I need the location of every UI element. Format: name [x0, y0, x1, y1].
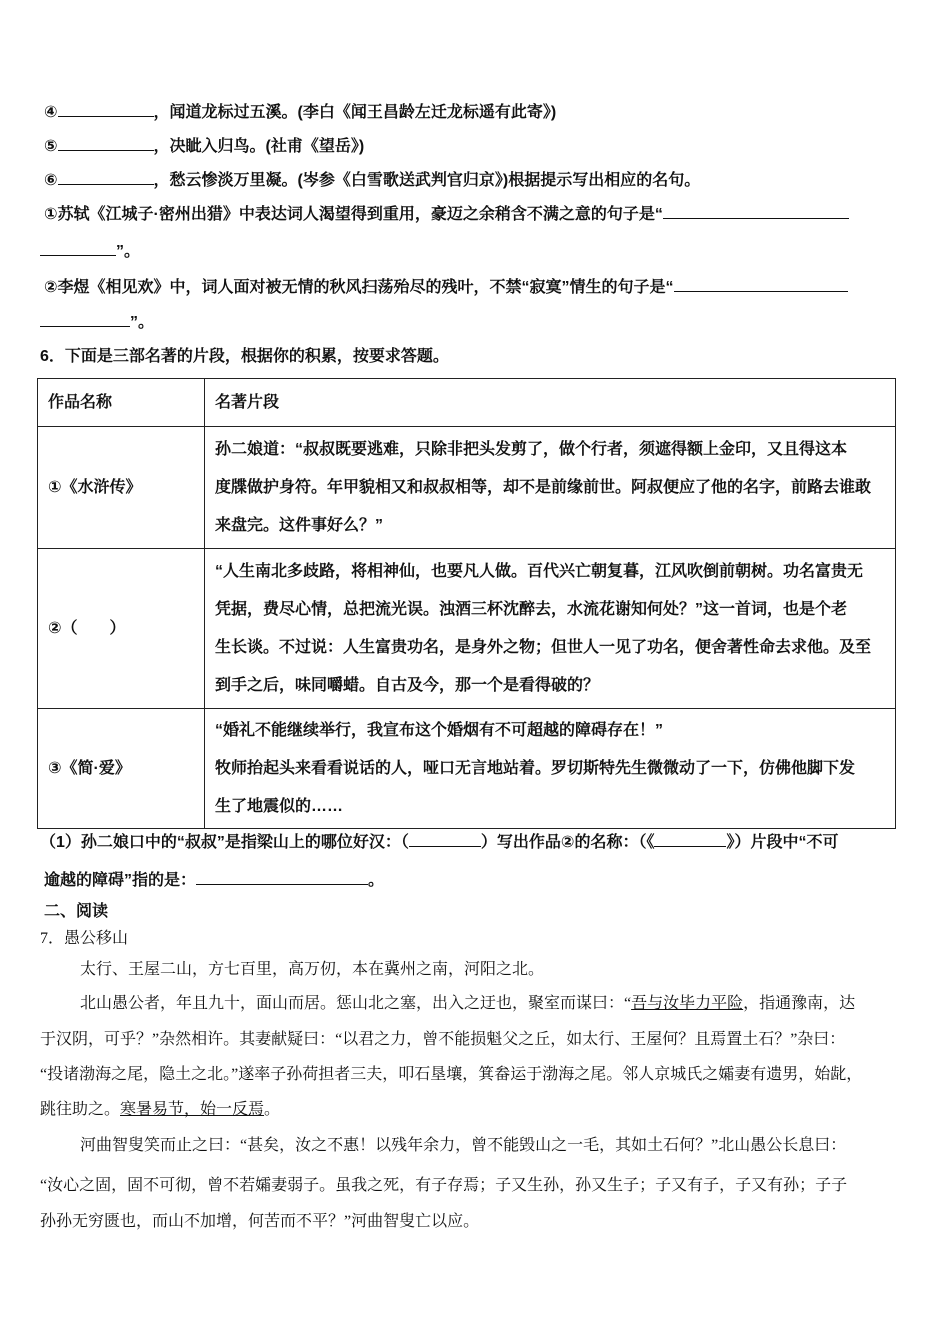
q5-text: ，决眦入归鸟。(社甫《望岳》) — [153, 138, 365, 155]
work-name: ①《水浒传》 — [38, 427, 205, 549]
passage-line: “汝心之固，固不可彻，曾不若孀妻弱子。虽我之死，有子存焉；子又生孙，孙又生子；子又有子，子又有孙；子子 — [40, 1177, 848, 1194]
question-6-fill — [44, 170, 700, 191]
table-row — [38, 549, 896, 709]
excerpt-line: 到手之后，味同嚼蜡。自古及今，那一个是看得破的？ — [215, 676, 600, 694]
work-name: ②（ ） — [38, 549, 205, 709]
sub1-text: 逾越的障碍”指的是： — [44, 872, 197, 889]
answer-blank[interactable] — [196, 870, 368, 885]
answer-blank[interactable] — [674, 277, 848, 292]
q6-number: ⑥ — [44, 172, 58, 189]
sentence-1-end — [40, 241, 140, 262]
header-excerpt: 名著片段 — [205, 379, 896, 427]
passage-text: 。 — [264, 1101, 281, 1118]
passage-line: 太行、王屋二山，方七百里，高万仞，本在冀州之南，河阳之北。 — [80, 961, 545, 978]
q5-number: ⑤ — [44, 138, 58, 155]
table-row — [38, 709, 896, 829]
underlined-phrase: 吾与汝毕力平险 — [631, 995, 744, 1012]
answer-blank[interactable] — [654, 832, 726, 847]
excerpt-line: 孙二娘道：“叔叔既要逃难，只除非把头发剪了，做个行者，须遮得额上金印，又且得这本 — [215, 440, 848, 458]
header-work-name: 作品名称 — [38, 379, 205, 427]
sub1-text: （1）孙二娘口中的“叔叔”是指梁山上的哪位好汉：（ — [40, 834, 409, 851]
section-reading: 二、阅读 — [44, 903, 109, 920]
excerpt-line: 凭据，费尽心情，总把流光误。浊酒三杯沈醉去，水流花谢知何处？”这一首词，也是个老 — [215, 600, 848, 618]
underlined-phrase: 寒暑易节，始一反焉 — [120, 1101, 265, 1118]
passage-line: 河曲智叟笑而止之曰：“甚矣，汝之不惠！以残年余力，曾不能毁山之一毛，其如土石何？”北山愚公长息曰： — [80, 1137, 847, 1154]
answer-blank[interactable] — [58, 170, 154, 185]
excerpt — [205, 709, 896, 829]
table-header-row — [38, 379, 896, 427]
q6-sub1-cont — [44, 870, 384, 891]
excerpt — [205, 427, 896, 549]
s2-text: ②李煜《相见欢》中，词人面对被无情的秋风扫荡殆尽的残叶，不禁“寂寞”情生的句子是“ — [44, 279, 674, 296]
passage-line — [80, 994, 855, 1014]
answer-blank[interactable] — [58, 136, 154, 151]
s1-text: ①苏轼《江城子·密州出猎》中表达词人渴望得到重用，豪迈之余稍含不满之意的句子是“ — [44, 206, 663, 223]
q6-title: 6．下面是三部名著的片段，根据你的积累，按要求答题。 — [40, 348, 449, 365]
q6-text: ，愁云惨淡万里凝。(岑参《白雪歌送武判官归京》)根据提示写出相应的名句。 — [153, 172, 701, 189]
excerpt-line: “人生南北多歧路，将相神仙，也要凡人做。百代兴亡朝复暮，江风吹倒前朝树。功名富贵无 — [215, 562, 864, 580]
sub1-text: 。 — [368, 872, 385, 889]
excerpt-line: 来盘完。这件事好么？” — [215, 516, 384, 534]
sentence-2-end — [40, 312, 154, 333]
sentence-2 — [44, 277, 848, 298]
works-table — [37, 378, 896, 829]
answer-blank[interactable] — [663, 204, 849, 219]
work-name: ③《简·爱》 — [38, 709, 205, 829]
excerpt-line: 牧师抬起头来看看说话的人，哑口无言地站着。罗切斯特先生微微动了一下，仿佛他脚下发 — [215, 759, 856, 777]
answer-blank[interactable] — [409, 832, 481, 847]
excerpt-line: “婚礼不能继续举行，我宣布这个婚烟有不可超越的障碍存在！” — [215, 721, 664, 739]
question-5 — [44, 136, 364, 157]
s2-end: ”。 — [130, 314, 155, 331]
s1-end: ”。 — [116, 243, 141, 260]
passage-text: 跳往助之。 — [40, 1101, 121, 1118]
q4-text: ，闻道龙标过五溪。(李白《闻王昌龄左迁龙标遥有此寄》) — [153, 104, 557, 121]
sub1-text: ）写出作品②的名称：（《 — [480, 834, 655, 851]
table-row — [38, 427, 896, 549]
answer-blank[interactable] — [40, 312, 130, 327]
sub1-text: 》）片段中“不可 — [726, 834, 839, 851]
excerpt — [205, 549, 896, 709]
answer-blank[interactable] — [58, 102, 154, 117]
passage-text: ，指通豫南，达 — [743, 995, 856, 1012]
excerpt-line: 生长谈。不过说：人生富贵功名，是身外之物；但世人一见了功名，便舍著性命去求他。及至 — [215, 638, 872, 656]
question-4 — [44, 102, 556, 123]
passage-line: 于汉阴，可乎？”杂然相许。其妻献疑曰：“以君之力，曾不能损魁父之丘，如太行、王屋何？且焉置土石？”杂曰： — [40, 1031, 846, 1048]
excerpt-line: 生了地震似的…… — [215, 797, 344, 815]
passage-text: 北山愚公者，年且九十，面山而居。惩山北之塞，出入之迂也，聚室而谋曰：“ — [80, 995, 632, 1012]
excerpt-line: 度牒做护身符。年甲貌相又和叔叔相等，却不是前缘前世。阿叔便应了他的名字，前路去谁敢 — [215, 478, 872, 496]
answer-blank[interactable] — [40, 241, 116, 256]
q7-title: 7．愚公移山 — [40, 930, 129, 947]
passage-line — [40, 1100, 280, 1120]
passage-line: “投诸渤海之尾，隐土之北。”遂率子孙荷担者三夫，叩石垦壤，箕畚运于渤海之尾。邻人京城氏之孀妻有遗男，始龀， — [40, 1066, 863, 1083]
passage-line: 孙孙无穷匮也，而山不加增，何苦而不平？”河曲智叟亡以应。 — [40, 1213, 480, 1230]
sentence-1 — [44, 204, 849, 225]
q4-number: ④ — [44, 104, 58, 121]
q6-sub1 — [40, 832, 838, 853]
